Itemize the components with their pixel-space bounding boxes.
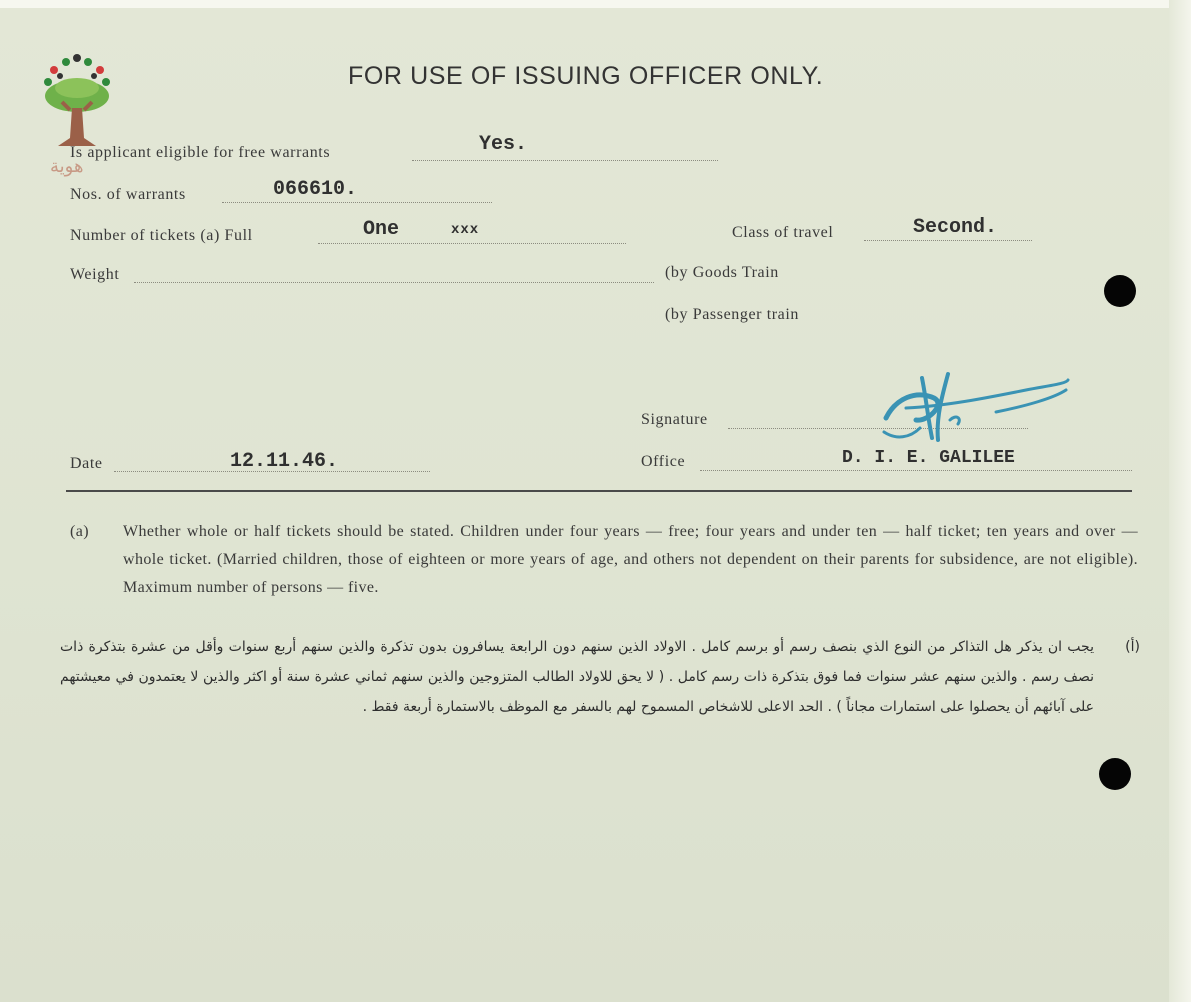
footnote-arabic — [60, 632, 1138, 722]
tickets-label: Number of tickets (a) Full — [70, 227, 253, 244]
tree-logo-icon — [40, 52, 114, 202]
tickets-struck-out: xxx — [451, 222, 480, 238]
warrants-value: 066610. — [273, 178, 358, 201]
office-value: D. I. E. GALILEE — [842, 448, 1015, 468]
page-title: FOR USE OF ISSUING OFFICER ONLY. — [348, 62, 824, 90]
warrants-dotted-line — [222, 202, 492, 203]
tickets-value: One — [363, 218, 400, 241]
date-label: Date — [70, 455, 103, 472]
punch-hole-top — [1104, 275, 1136, 307]
footnote-text: Whether whole or half tickets should be stated. Children under four years — free; four years and under ten — half ticket; ten years and over — whole ticket. (Married children, those of eighteen or more years of age, and others not dependent on their parents for subsidence, are not eligible). Maximum number of persons — five. — [123, 523, 1138, 596]
section-divider — [66, 490, 1132, 492]
office-dotted-line — [700, 470, 1132, 471]
eligible-value: Yes. — [479, 133, 528, 156]
goods-train-label: (by Goods Train — [665, 264, 779, 281]
passenger-train-label: (by Passenger train — [665, 306, 800, 323]
class-label: Class of travel — [732, 224, 834, 241]
weight-label: Weight — [70, 266, 120, 283]
footnote-arabic-marker: (أ) — [1125, 639, 1140, 655]
date-value: 12.11.46. — [230, 450, 339, 473]
logo-text: هوية — [50, 156, 84, 177]
paper-top-edge — [0, 0, 1191, 8]
tickets-dotted-line — [318, 243, 626, 244]
paper-right-edge — [1169, 0, 1191, 1002]
warrants-label: Nos. of warrants — [70, 186, 186, 203]
handwritten-signature-icon — [876, 368, 1076, 448]
eligible-label: Is applicant eligible for free warrants — [70, 144, 331, 161]
class-dotted-line — [864, 240, 1032, 241]
punch-hole-bottom — [1099, 758, 1131, 790]
eligible-dotted-line — [412, 160, 718, 161]
weight-dotted-line — [134, 282, 654, 283]
signature-label: Signature — [641, 411, 708, 428]
footnote-english — [70, 518, 1138, 602]
footnote-arabic-text: يجب ان يذكر هل التذاكر من النوع الذي بنصف رسم أو برسم كامل . الاولاد الذين سنهم دون الرابعة يسافرون بدون تذكرة والذين سنهم أربع سنوات وأقل من عشرة بتذكرة ذات نصف رسم . والذين سنهم عشر سنوات فما فوق بتذكرة ذات رسم كامل . ( لا يحق للاولاد الطالب المتزوجين والذين سنهم ثماني عشرة سنة أو اكثر والذين لا يعتمدون في معيشتهم على آبائهم أن يحصلوا على استمارات مجاناً ) . الحد الاعلى للاشخاص المسموح لهم بالسفر مع الموظف بالاستمارة أربعة فقط . — [60, 639, 1094, 715]
class-value: Second. — [913, 216, 998, 239]
office-label: Office — [641, 453, 686, 470]
footnote-marker: (a) — [70, 523, 89, 540]
